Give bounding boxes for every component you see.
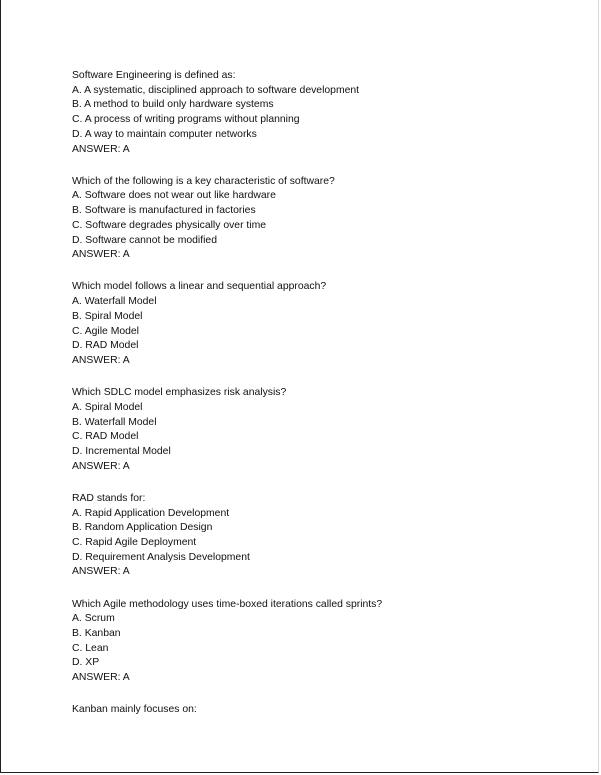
question-block — [72, 386, 582, 474]
question-text: Which SDLC model emphasizes risk analysis? — [72, 387, 287, 399]
answer-text: ANSWER: A — [72, 354, 130, 366]
option-b: B. A method to build only hardware systems — [72, 99, 274, 111]
question-text: Which of the following is a key characteristic of software? — [72, 175, 335, 187]
question-block — [72, 703, 582, 718]
option-a: A. Scrum — [72, 613, 115, 625]
option-c: C. RAD Model — [72, 431, 139, 443]
question-block — [72, 492, 582, 580]
question-text: Which Agile methodology uses time-boxed iterations called sprints? — [72, 598, 383, 610]
option-a: A. Waterfall Model — [72, 296, 157, 308]
answer-text: ANSWER: A — [72, 460, 130, 472]
option-a: A. Software does not wear out like hardware — [72, 190, 276, 202]
question-text: RAD stands for: — [72, 492, 146, 504]
option-c: C. Rapid Agile Deployment — [72, 536, 197, 548]
option-b: B. Software is manufactured in factories — [72, 205, 256, 217]
question-block — [72, 280, 582, 368]
question-block — [72, 69, 582, 157]
option-b: B. Spiral Model — [72, 310, 143, 322]
option-a: A. Rapid Application Development — [72, 507, 230, 519]
option-d: D. Software cannot be modified — [72, 234, 217, 246]
option-a: A. A systematic, disciplined approach to software development — [72, 84, 360, 96]
option-c: C. Software degrades physically over time — [72, 219, 267, 231]
option-c: C. Agile Model — [72, 325, 139, 337]
question-text: Software Engineering is defined as: — [72, 70, 236, 81]
option-d: D. A way to maintain computer networks — [72, 128, 257, 140]
option-b: B. Random Application Design — [72, 522, 213, 534]
option-b: B. Waterfall Model — [72, 416, 157, 428]
option-d: D. RAD Model — [72, 340, 139, 352]
option-d: D. XP — [72, 657, 100, 669]
question-text: Which model follows a linear and sequential approach? — [72, 281, 327, 293]
answer-text: ANSWER: A — [72, 566, 130, 578]
option-c: C. Lean — [72, 642, 109, 654]
answer-text: ANSWER: A — [72, 143, 130, 155]
answer-text: ANSWER: A — [72, 672, 130, 684]
option-c: C. A process of writing programs without planning — [72, 114, 300, 126]
question-text: Kanban mainly focuses on: — [72, 704, 197, 716]
answer-text: ANSWER: A — [72, 249, 130, 261]
option-d: D. Incremental Model — [72, 445, 171, 457]
question-block — [72, 175, 582, 263]
option-a: A. Spiral Model — [72, 401, 143, 413]
option-b: B. Kanban — [72, 628, 121, 639]
question-block — [72, 598, 582, 686]
option-d: D. Requirement Analysis Development — [72, 551, 250, 563]
question-list — [72, 69, 582, 736]
